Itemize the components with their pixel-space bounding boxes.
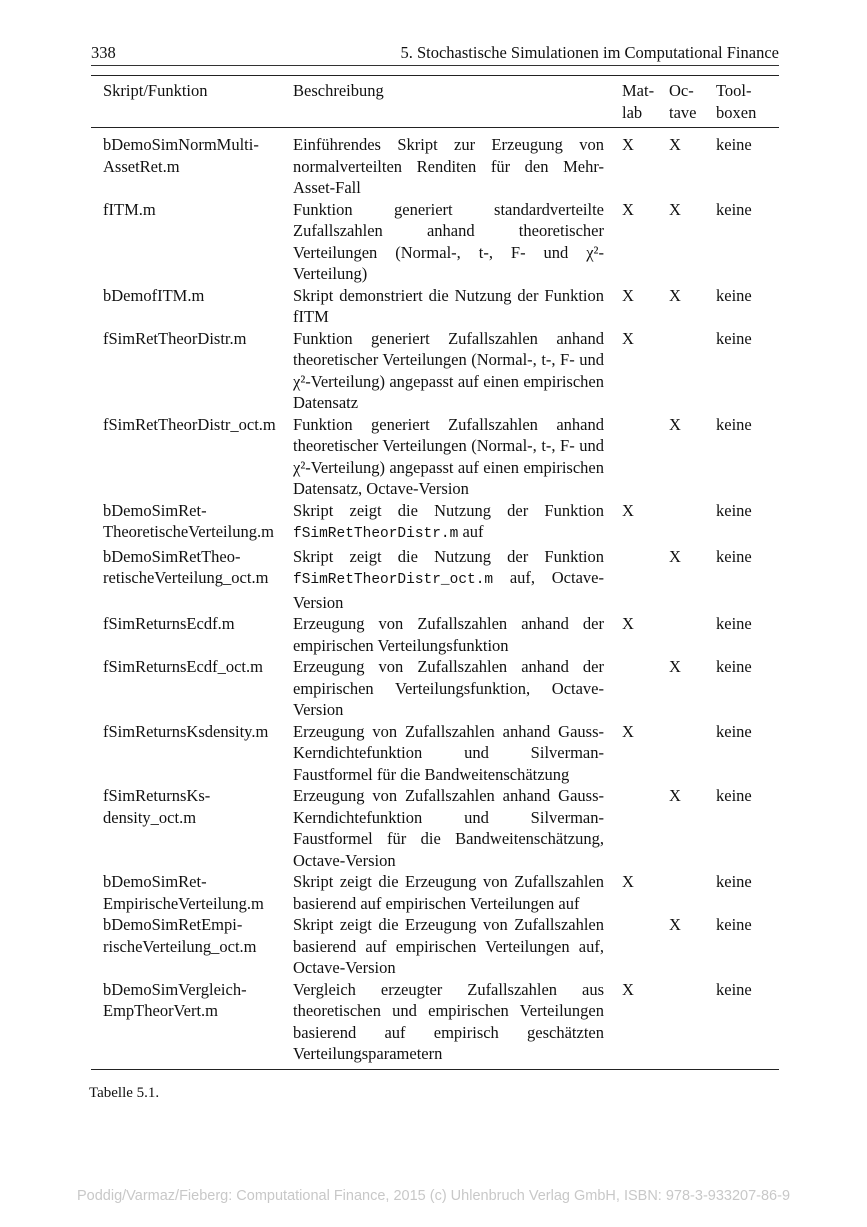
script-name-line: fSimReturnsKsdensity.m — [103, 721, 269, 741]
column-header-matlab-line1: Mat- — [622, 81, 655, 100]
table-header-row — [91, 76, 779, 128]
script-name-cell — [91, 785, 293, 871]
description-cell: Erzeugung von Zufallszahlen anhand der empirischen Verteilungsfunktion — [293, 614, 604, 655]
script-name-cell — [91, 613, 293, 656]
matlab-cell: X — [622, 872, 634, 891]
octave-cell — [669, 979, 716, 1070]
script-name-line: fSimRetTheorDistr.m — [103, 328, 247, 348]
script-name-line: fSimReturnsKs- — [103, 786, 211, 805]
toolboxes-cell: keine — [716, 328, 752, 348]
description-cell: Einführendes Skript zur Erzeugung von normalverteilten Renditen für den Mehr-Asset-Fall — [293, 135, 604, 197]
script-name-line: bDemoSimRet- — [103, 500, 207, 520]
description-text: Skript zeigt die Nutzung der Funktion — [293, 546, 604, 566]
script-name-cell — [91, 328, 293, 414]
octave-cell — [669, 500, 716, 546]
matlab-cell: X — [622, 199, 634, 219]
matlab-cell: X — [622, 500, 634, 520]
toolboxes-cell: keine — [716, 872, 752, 891]
table-row — [91, 328, 779, 414]
description-cell: Erzeugung von Zufallszahlen anhand der empirischen Verteilungsfunktion, Octave-Version — [293, 657, 604, 719]
table-row — [91, 500, 779, 546]
octave-cell: X — [669, 414, 681, 434]
description-cell: Erzeugung von Zufallszahlen anhand Gauss-Kerndichtefunktion und Silverman-Faustformel für die Bandweitenschätzung, Octave-Version — [293, 786, 604, 870]
script-name-line: fSimRetTheorDistr_oct.m — [103, 414, 276, 434]
script-name-line: fSimReturnsEcdf_oct.m — [103, 657, 263, 676]
column-header-matlab — [622, 76, 669, 128]
column-header-toolboxes-line2: boxen — [716, 102, 757, 122]
function-name-code: fSimRetTheorDistr.m — [293, 526, 459, 542]
column-header-toolboxes — [716, 76, 779, 128]
script-name-line: fITM.m — [103, 199, 156, 219]
matlab-cell — [622, 414, 669, 500]
description-text: auf — [458, 522, 484, 541]
table-body — [91, 128, 779, 1070]
script-name-cell — [91, 500, 293, 546]
script-name-line: bDemoSimRetEmpi- — [103, 915, 243, 934]
script-name-line: bDemoSimVergleich- — [103, 979, 247, 999]
octave-cell — [669, 871, 716, 914]
toolboxes-cell: keine — [716, 135, 752, 154]
toolboxes-cell: keine — [716, 657, 752, 676]
description-cell — [293, 500, 622, 546]
script-name-cell — [91, 285, 293, 328]
table-row — [91, 546, 779, 614]
description-cell: Erzeugung von Zufallszahlen anhand Gauss-Kerndichtefunktion und Silverman-Faustformel für die Bandweitenschätzung — [293, 721, 604, 784]
toolboxes-cell: keine — [716, 546, 752, 566]
script-name-line: AssetRet.m — [103, 156, 180, 176]
toolboxes-cell: keine — [716, 915, 752, 934]
matlab-cell — [622, 656, 669, 721]
toolboxes-cell: keine — [716, 414, 752, 434]
matlab-cell — [622, 914, 669, 979]
table-row — [91, 414, 779, 500]
octave-cell: X — [669, 915, 681, 934]
page-number: 338 — [91, 43, 116, 62]
script-name-cell — [91, 871, 293, 914]
column-header-matlab-line2: lab — [622, 102, 643, 122]
description-cell: Skript zeigt die Erzeugung von Zufallszahlen basierend auf empirischen Verteilungen auf — [293, 872, 604, 913]
script-name-line: retischeVerteilung_oct.m — [103, 568, 269, 587]
script-name-line: TheoretischeVerteilung.m — [103, 522, 274, 541]
octave-cell — [669, 721, 716, 786]
matlab-cell: X — [622, 614, 634, 633]
script-name-line: bDemoSimRet- — [103, 872, 207, 891]
octave-cell — [669, 328, 716, 414]
octave-cell: X — [669, 285, 681, 305]
description-cell: Skript demonstriert die Nutzung der Funktion fITM — [293, 285, 604, 326]
table-row — [91, 871, 779, 914]
script-name-line: bDemoSimNormMulti- — [103, 135, 259, 154]
matlab-cell: X — [622, 285, 634, 305]
octave-cell — [669, 613, 716, 656]
script-name-line: rischeVerteilung_oct.m — [103, 936, 257, 956]
octave-cell: X — [669, 135, 681, 154]
description-cell: Funktion generiert standardverteilte Zufallszahlen anhand theoretischer Verteilungen (Normal-, t-, F- und χ²-Verteilung) — [293, 199, 604, 283]
script-name-line: bDemoSimRetTheo- — [103, 546, 241, 566]
matlab-cell: X — [622, 979, 634, 999]
script-table — [91, 75, 779, 1070]
script-name-line: fSimReturnsEcdf.m — [103, 614, 235, 633]
octave-cell: X — [669, 786, 681, 805]
description-cell — [293, 546, 622, 614]
description-text: auf, Octave-Version — [293, 568, 604, 612]
function-name-code: fSimRetTheorDistr_oct.m — [293, 572, 494, 588]
column-header-octave — [669, 76, 716, 128]
script-name-cell — [91, 656, 293, 721]
toolboxes-cell: keine — [716, 721, 752, 741]
matlab-cell — [622, 785, 669, 871]
toolboxes-cell: keine — [716, 285, 752, 305]
script-name-cell — [91, 914, 293, 979]
running-title: 5. Stochastische Simulationen im Computational Finance — [400, 43, 779, 62]
toolboxes-cell: keine — [716, 199, 752, 219]
script-name-line: density_oct.m — [103, 807, 197, 827]
column-header-script: Skript/Funktion — [103, 81, 208, 100]
toolboxes-cell: keine — [716, 979, 752, 999]
description-cell: Funktion generiert Zufallszahlen anhand theoretischer Verteilungen (Normal-, t-, F- und χ²-Verteilung) angepasst auf einen empirischen Datensatz, Octave-Version — [293, 414, 604, 498]
table-row — [91, 285, 779, 328]
table-row — [91, 199, 779, 285]
column-header-octave-line2: tave — [669, 102, 697, 122]
script-name-cell — [91, 199, 293, 285]
table-caption: Tabelle 5.1. — [89, 1085, 160, 1101]
matlab-cell: X — [622, 328, 634, 348]
toolboxes-cell: keine — [716, 614, 752, 633]
octave-cell: X — [669, 199, 681, 219]
matlab-cell — [622, 546, 669, 614]
matlab-cell: X — [622, 135, 634, 154]
description-cell: Funktion generiert Zufallszahlen anhand theoretischer Verteilungen (Normal-, t-, F- und χ²-Verteilung) angepasst auf einen empirischen Datensatz — [293, 328, 604, 412]
table-row — [91, 656, 779, 721]
script-name-cell — [91, 414, 293, 500]
script-name-cell — [91, 546, 293, 614]
script-name-line: EmpirischeVerteilung.m — [103, 893, 264, 913]
description-cell: Vergleich erzeugter Zufallszahlen aus theoretischen und empirischen Verteilungen basierend auf empirisch geschätzten Verteilungsparametern — [293, 979, 604, 1063]
running-header — [91, 41, 779, 66]
script-name-cell — [91, 721, 293, 786]
octave-cell: X — [669, 657, 681, 676]
table-row — [91, 613, 779, 656]
script-name-cell — [91, 979, 293, 1070]
table-row — [91, 128, 779, 199]
description-cell: Skript zeigt die Erzeugung von Zufallszahlen basierend auf empirischen Verteilungen auf, Octave-Version — [293, 915, 604, 977]
description-text: Skript zeigt die Nutzung der Funktion — [293, 500, 604, 520]
octave-cell: X — [669, 546, 681, 566]
column-header-toolboxes-line1: Tool- — [716, 81, 752, 100]
table-row — [91, 914, 779, 979]
table-row — [91, 785, 779, 871]
matlab-cell: X — [622, 721, 634, 741]
table-row — [91, 721, 779, 786]
script-name-line: bDemofITM.m — [103, 285, 205, 305]
copyright-footer: Poddig/Varmaz/Fieberg: Computational Finance, 2015 (c) Uhlenbruch Verlag GmbH, ISBN: 978-3-933207-86-9 — [76, 1188, 791, 1204]
column-header-octave-line1: Oc- — [669, 81, 694, 100]
column-header-description: Beschreibung — [293, 81, 384, 100]
table-row — [91, 979, 779, 1070]
script-name-cell — [91, 128, 293, 199]
toolboxes-cell: keine — [716, 500, 752, 520]
script-name-line: EmpTheorVert.m — [103, 1001, 219, 1020]
toolboxes-cell: keine — [716, 786, 752, 805]
